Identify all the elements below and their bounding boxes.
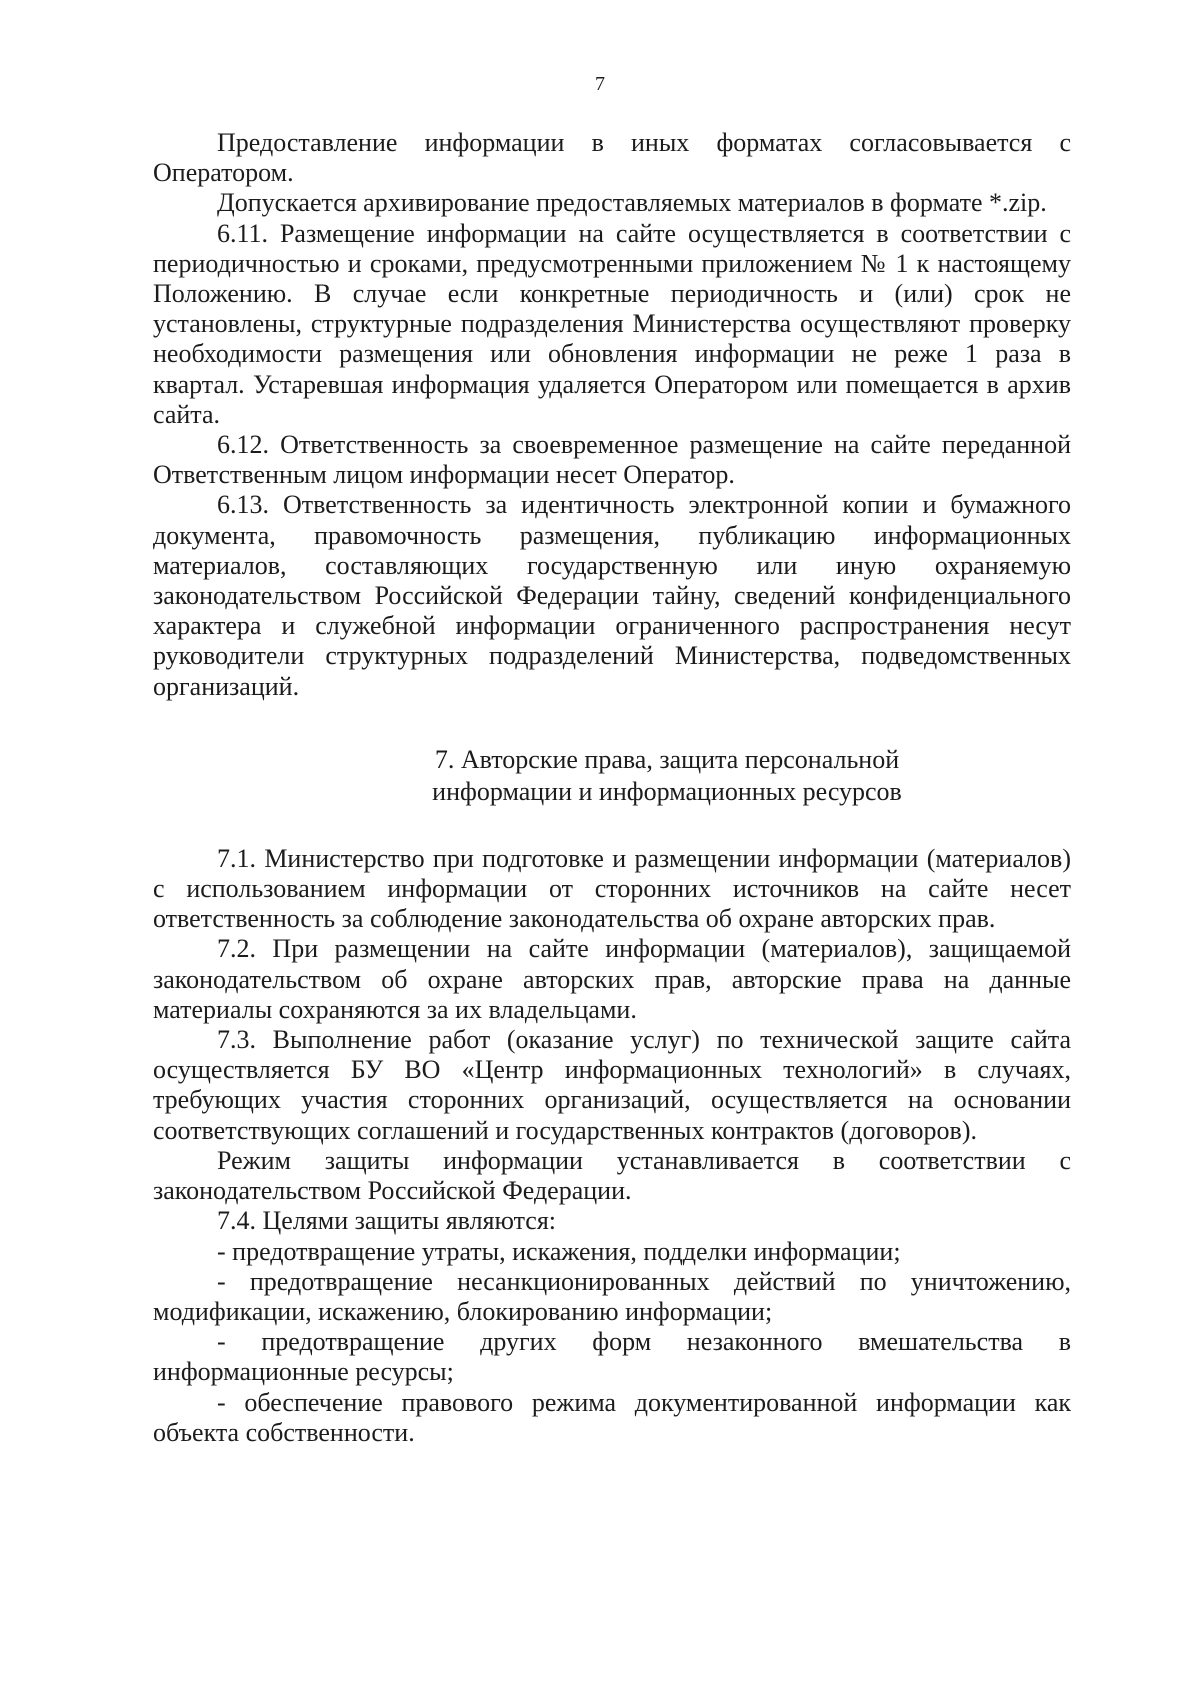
paragraph-7-2: 7.2. При размещении на сайте информации (материалов), защищаемой законодательством об охране авторских прав, авторские права на данные материалы сохраняются за их владельцами.: [153, 934, 1071, 1024]
section-7-heading-line-1: 7. Авторские права, защита персональной: [434, 744, 900, 774]
paragraph-zip-archiving: Допускается архивирование предоставляемых материалов в формате *.zip.: [217, 188, 1047, 218]
paragraph-6-12: 6.12. Ответственность за своевременное размещение на сайте переданной Ответственным лицом информации несет Оператор.: [153, 430, 1071, 490]
list-item-prevent-interference: - предотвращение других форм незаконного вмешательства в информационные ресурсы;: [153, 1327, 1071, 1387]
paragraph-6-11: 6.11. Размещение информации на сайте осуществляется в соответствии с периодичностью и сроками, предусмотренными приложением № 1 к настоящему Положению. В случае если конкретные периодичность и (или) срок не установлены, структурные подразделения Министерства осуществляют проверку необходимости размещения или обновления информации не реже 1 раза в квартал. Устаревшая информация удаляется Оператором или помещается в архив сайта.: [153, 218, 1071, 429]
list-item-prevent-unauthorized-actions: - предотвращение несанкционированных действий по уничтожению, модификации, искажению, блокированию информации;: [153, 1266, 1071, 1326]
paragraph-7-1: 7.1. Министерство при подготовке и размещении информации (материалов) с использованием информации от сторонних источников на сайте несет ответственность за соблюдение законодательства об охране авторских прав.: [153, 843, 1071, 934]
list-item-legal-regime: - обеспечение правового режима документированной информации как объекта собственности.: [153, 1387, 1071, 1447]
paragraph-7-3: 7.3. Выполнение работ (оказание услуг) по технической защите сайта осуществляется БУ ВО «Центр информационных технологий» в случаях, требующих участия сторонних организаций, осуществляется на основании соответствующих соглашений и государственных контрактов (договоров).: [153, 1025, 1071, 1145]
paragraph-protection-regime: Режим защиты информации устанавливается в соответствии с законодательством Российской Федерации.: [153, 1145, 1071, 1206]
paragraph-7-4: 7.4. Целями защиты являются:: [217, 1206, 557, 1236]
list-item-prevent-loss: - предотвращение утраты, искажения, подделки информации;: [217, 1236, 901, 1266]
document-body: [153, 128, 1071, 1448]
section-7-heading: [153, 744, 1071, 808]
paragraph-formats-agreement: Предоставление информации в иных форматах согласовывается с Оператором.: [153, 128, 1071, 188]
page-number: 7: [595, 73, 605, 95]
section-7-heading-line-2: информации и информационных ресурсов: [432, 776, 902, 806]
paragraph-6-13: 6.13. Ответственность за идентичность электронной копии и бумажного документа, правомочность размещения, публикацию информационных материалов, составляющих государственную или иную охраняемую законодательством Российской Федерации тайну, сведений конфиденциального характера и служебной информации ограниченного распространения несут руководители структурных подразделений Министерства, подведомственных организаций.: [153, 490, 1071, 701]
